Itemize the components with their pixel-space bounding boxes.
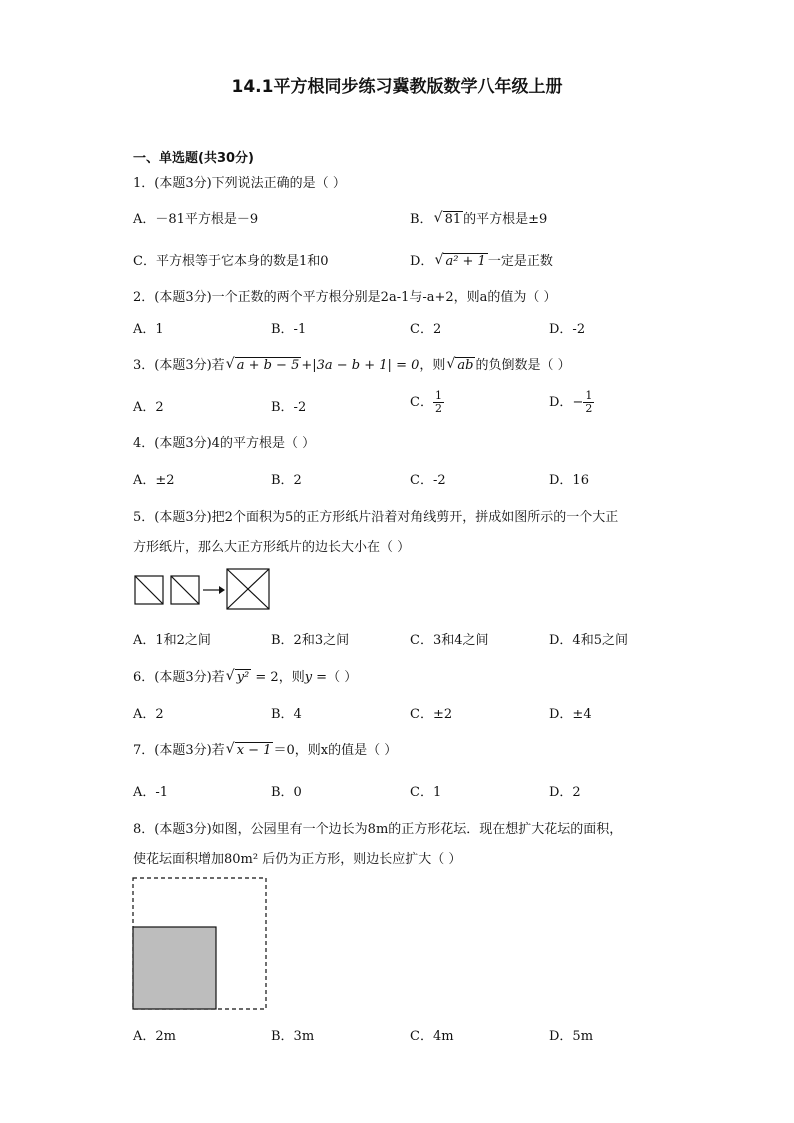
q4-option-c: C．-2 [410,473,446,488]
q8-option-b: B．3m [271,1029,315,1044]
question-8-stem-line1: 8．(本题3分)如图，公园里有一个边长为8m的正方形花坛．现在想扩大花坛的面积， [133,822,623,837]
q4-option-b: B．2 [271,473,302,488]
question-7-stem: 7．(本题3分)若√ x − 1 ＝0，则x的值是（ ） [133,739,397,758]
q1-option-a: A．－81平方根是－9 [133,212,259,227]
question-3-stem: 3．(本题3分)若√ a + b − 5 +|3a − b + 1| = 0，则√ ab 的负倒数是（ ） [133,354,571,373]
q2-option-b: B．-1 [271,322,307,337]
q4-option-a: A．±2 [133,473,175,488]
q7-option-b: B．0 [271,785,302,800]
q3-option-c: C． $\frac{1}{2}$ [410,389,442,415]
q6-option-b: B．4 [271,707,302,722]
q1-option-d: D．√ a² + 1 一定是正数 [410,250,553,269]
q1-option-b: B．√ 81 的平方根是±9 [410,208,547,227]
question-5-stem-line2: 方形纸片，那么大正方形纸片的边长大小在（ ） [133,540,411,555]
q5-option-c: C．3和4之间 [410,633,489,648]
q1-option-c: C．平方根等于它本身的数是1和0 [133,254,329,269]
page-title: 14.1平方根同步练习冀教版数学八年级上册 [231,77,563,97]
q6-option-c: C．±2 [410,707,453,722]
q3-option-d: D．− $\frac{1}{2}$ [549,389,593,415]
q6-option-d: D．±4 [549,707,592,722]
question-5-stem-line1: 5．(本题3分)把2个面积为5的正方形纸片沿着对角线剪开，拼成如图所示的一个大正 [133,510,619,525]
q6-option-a: A．2 [133,707,164,722]
question-1-stem: 1．(本题3分)下列说法正确的是（ ） [133,176,346,191]
q3-option-b: B．-2 [271,400,307,415]
section-heading: 一、单选题(共30分) [133,151,254,166]
question-6-stem: 6．(本题3分)若√ y² = 2，则y =（ ） [133,666,357,685]
q7-option-c: C．1 [410,785,442,800]
question-2-stem: 2．(本题3分)一个正数的两个平方根分别是2a-1与-a+2，则a的值为（ ） [133,290,557,305]
q7-option-a: A．-1 [133,785,169,800]
q2-option-c: C．2 [410,322,442,337]
q8-option-d: D．5m [549,1029,594,1044]
q7-option-d: D．2 [549,785,581,800]
q8-option-c: C．4m [410,1029,454,1044]
question-8-stem-line2: 使花坛面积增加80m² 后仍为正方形，则边长应扩大（ ） [133,852,462,867]
q8-option-a: A．2m [133,1029,176,1044]
q8-flowerbed-figure [131,876,269,1012]
q2-option-d: D．-2 [549,322,586,337]
q5-option-b: B．2和3之间 [271,633,350,648]
q5-option-a: A．1和2之间 [133,633,211,648]
q5-option-d: D．4和5之间 [549,633,628,648]
q3-option-a: A．2 [133,400,164,415]
q2-option-a: A．1 [133,322,164,337]
question-4-stem: 4．(本题3分)4的平方根是（ ） [133,436,316,451]
q5-squares-figure [133,566,273,612]
q4-option-d: D．16 [549,473,589,488]
